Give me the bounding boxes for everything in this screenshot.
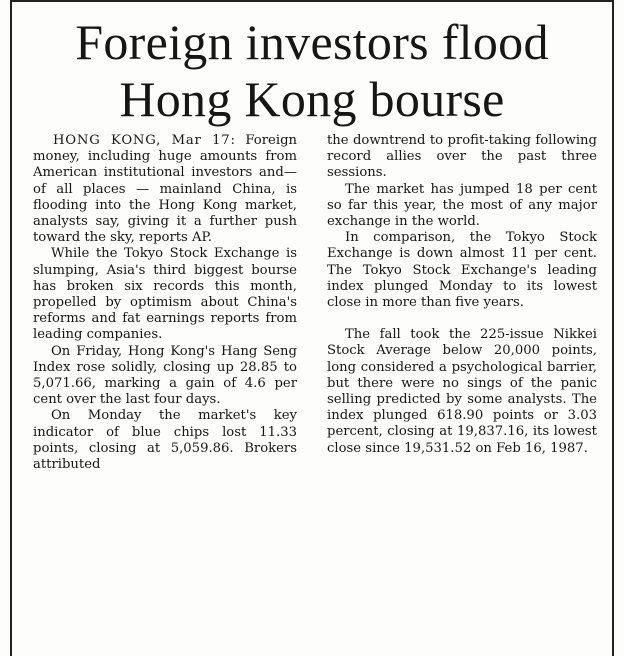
clipping-right-rule [612, 0, 614, 656]
article-column-right [327, 133, 597, 457]
headline-line-1: Foreign investors flood [75, 14, 549, 70]
dateline: HONG KONG, Mar 17: [53, 133, 236, 148]
paragraph: On Friday, Hong Kong's Hang Seng Index rose solidly, closing up 28.85 to 5,071.66, marking a gain of 4.6 per cent over the last four days. [33, 343, 297, 408]
clipping-left-rule [10, 0, 12, 656]
paragraph: On Monday the market's key indicator of blue chips lost 11.33 points, closing at 5,059.86. Brokers attributed [33, 408, 297, 473]
paragraph: The fall took the 225-issue Nikkei Stock Average below 20,000 points, long considered a psychological barrier, but there were no sings of the panic selling predicted by some analysts. The index plunged 618.90 points or 3.03 percent, closing at 19,837.16, its lowest close since 19,531.52 on Feb 16, 1987. [327, 327, 597, 456]
paragraph-text: Foreign money, including huge amounts from American institutional investors and—of all places — mainland China, is flooding into the Hong Kong market, analysts say, giving it a further push toward the sky, reports AP. [33, 133, 298, 246]
paragraph: While the Tokyo Stock Exchange is slumping, Asia's third biggest bourse has broken six records this month, propelled by optimism about China's reforms and fat earnings reports from leading companies. [33, 246, 297, 343]
lead-paragraph [33, 133, 297, 246]
headline-line-2: Hong Kong bourse [119, 71, 505, 127]
clipping-top-rule [10, 0, 614, 2]
article-column-left [33, 133, 297, 473]
paragraph: In comparison, the Tokyo Stock Exchange is down almost 11 per cent. The Tokyo Stock Exchange's leading index plunged Monday to its lowest close in more than five years. [327, 230, 597, 311]
paragraph-continued: the downtrend to profit-taking following record allies over the past three sessions. [327, 133, 597, 181]
headline [14, 14, 610, 128]
paragraph: The market has jumped 18 per cent so far this year, the most of any major exchange in the world. [327, 181, 597, 230]
